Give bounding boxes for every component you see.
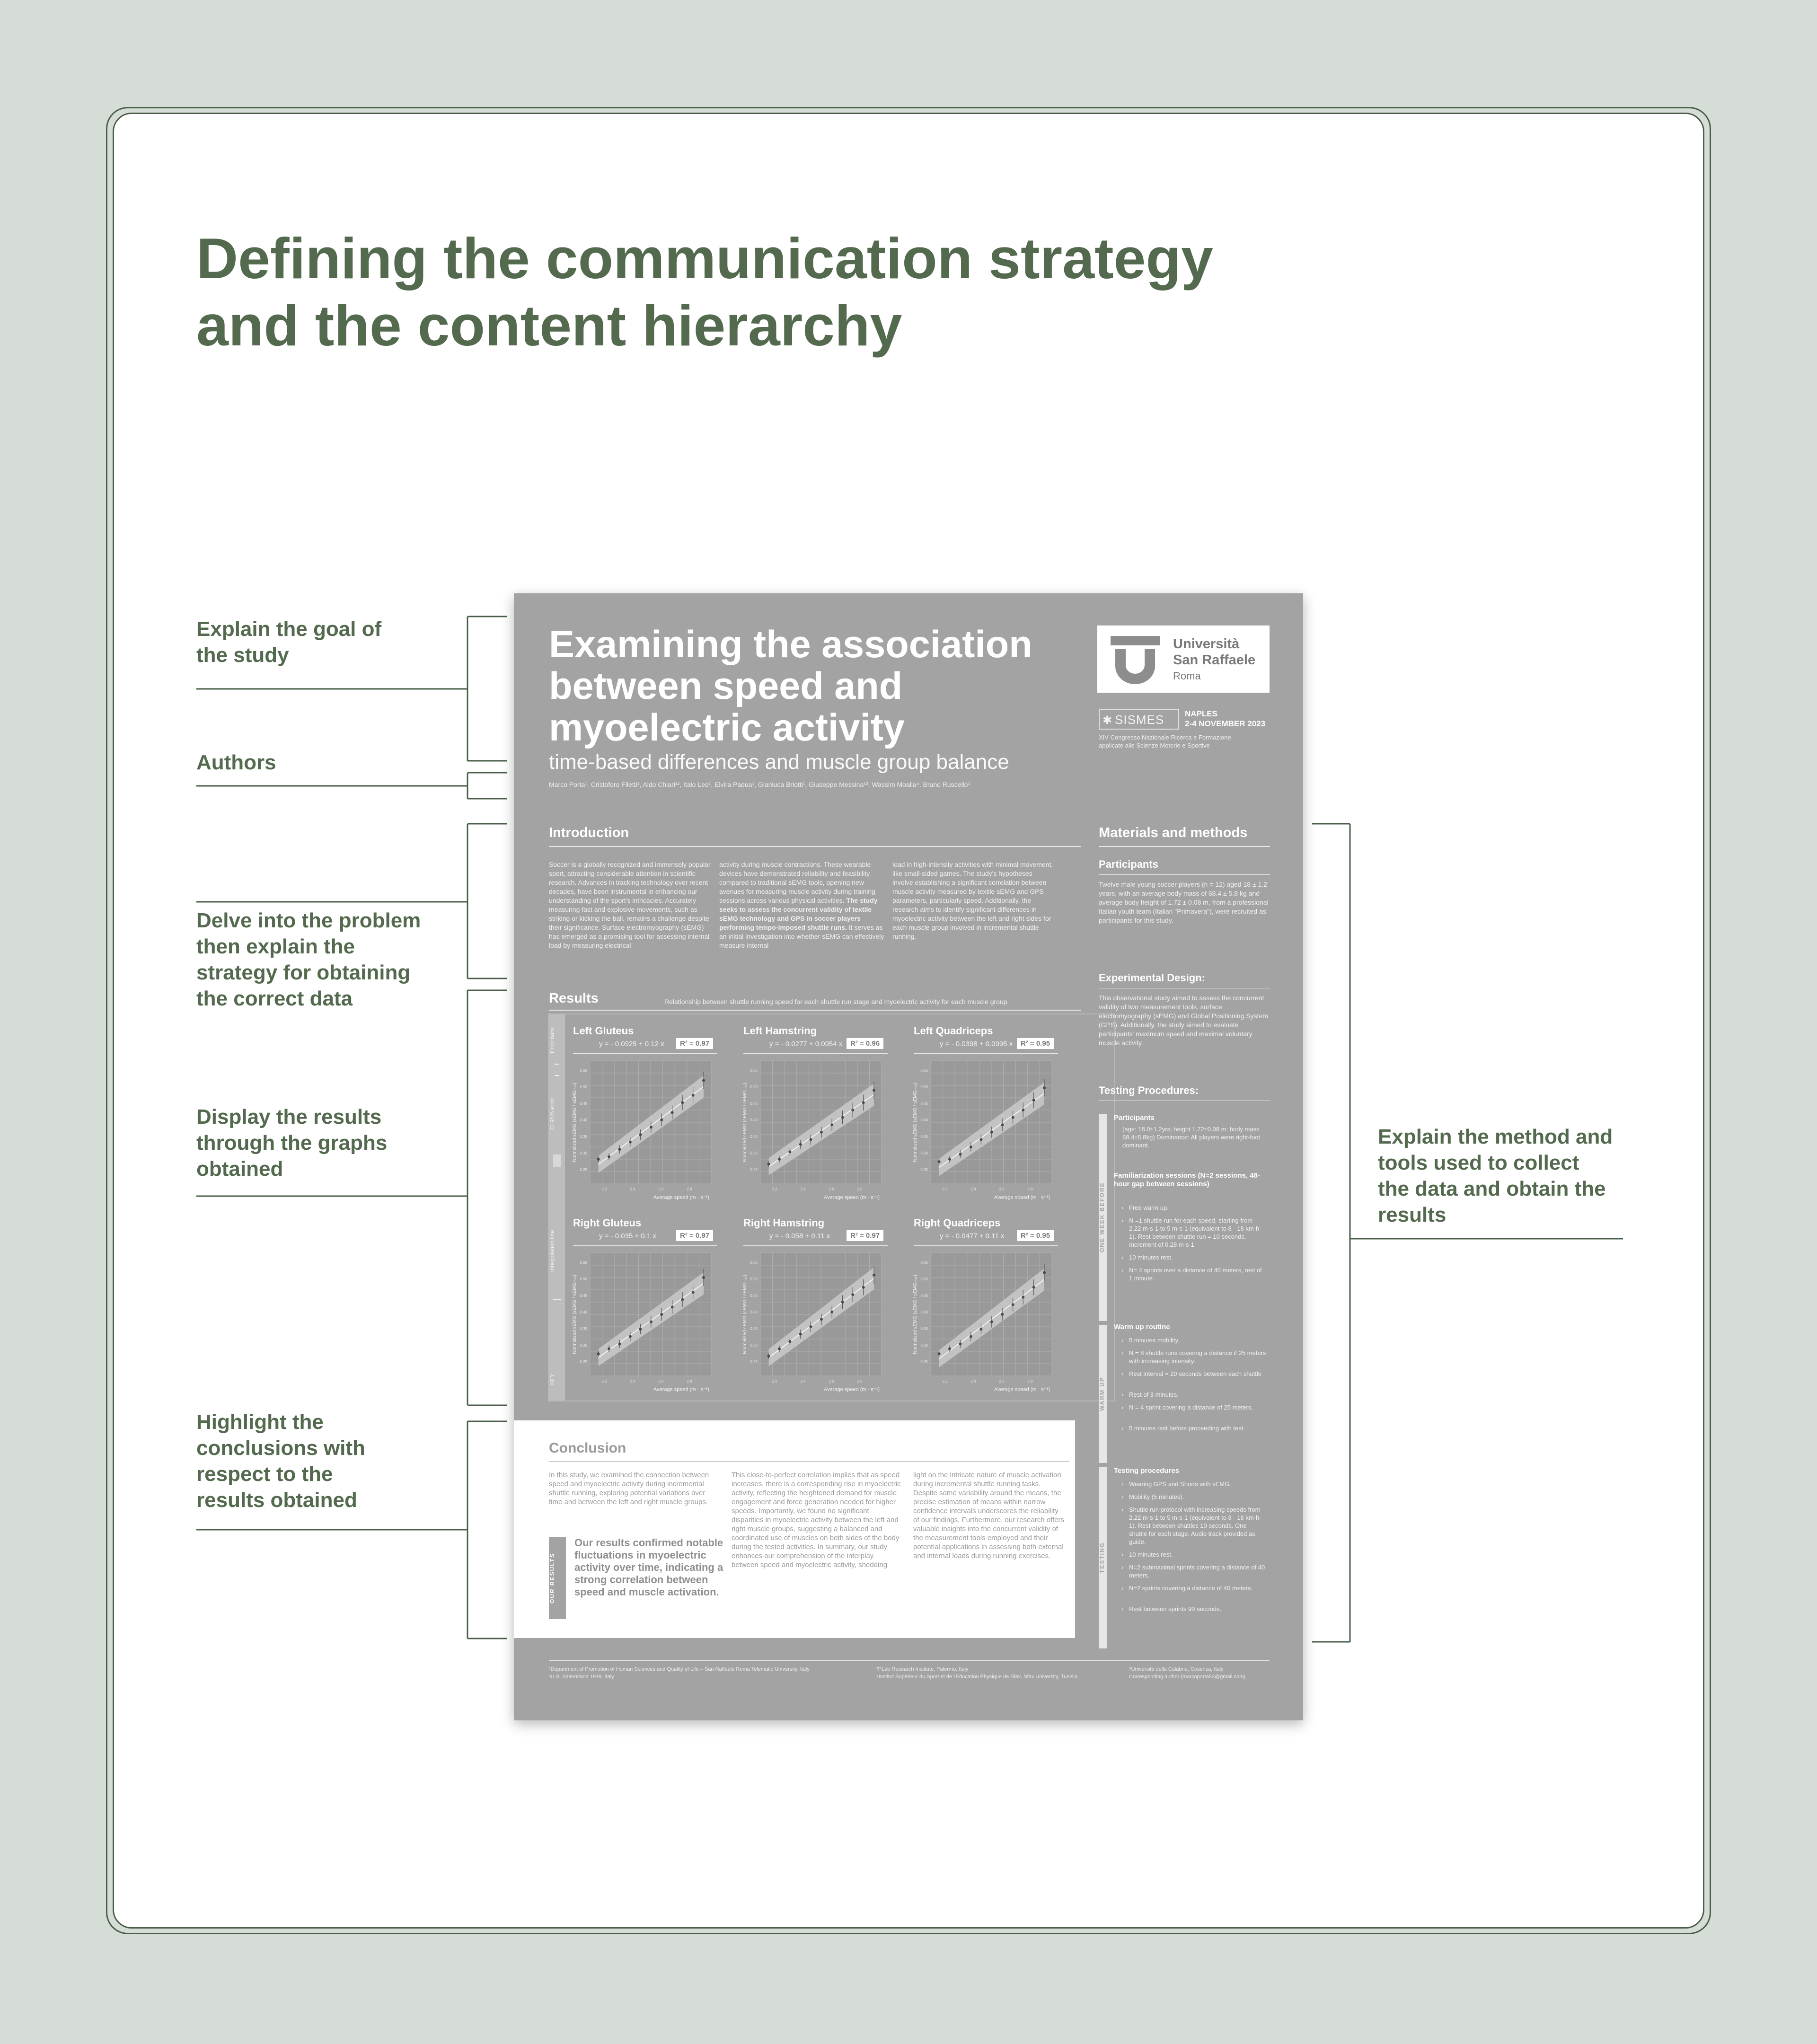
bracket-method <box>1312 824 1623 1642</box>
annotation-line: Authors <box>196 751 276 774</box>
y-tick-label: 0.30 <box>750 1343 758 1348</box>
data-point <box>959 1342 961 1345</box>
r-squared-badge: R² = 0.97 <box>676 1230 713 1241</box>
poster-subtitle: time-based differences and muscle group balance <box>549 750 1009 774</box>
procedure-item: › 5 minutes rest before proceeding with test. <box>1129 1424 1266 1432</box>
data-point <box>767 1163 770 1165</box>
congress-description <box>1099 733 1231 749</box>
key-label: Interpolation line <box>549 1230 556 1272</box>
data-point <box>639 1133 642 1136</box>
data-point <box>1012 1116 1014 1119</box>
data-point <box>681 1101 684 1104</box>
y-tick-label: 0.35 <box>750 1135 758 1139</box>
x-tick-label: 2.4 <box>800 1379 806 1383</box>
y-axis-label: Normalized sEMG (sEMG / sEMGₘₐₓ) <box>742 1083 748 1162</box>
y-tick-label: 0.35 <box>920 1327 928 1331</box>
y-tick-label: 0.25 <box>580 1168 587 1172</box>
plot-title-rule <box>914 1053 1058 1054</box>
participants-text: Twelve male young soccer players (n = 12) aged 18 ± 1.2 years, with an average body mass of 68.4 ± 5.8 kg and average body height of 1.72 ± 0.08 m, from a professional Italian youth team (Italian "Primavera"), were recruited as participants for this study. <box>1099 881 1269 924</box>
x-tick-label: 2.6 <box>829 1379 834 1383</box>
data-point <box>1022 1109 1024 1111</box>
participants-heading: Participants <box>1099 858 1158 870</box>
plot-title-rule <box>743 1245 888 1246</box>
data-point <box>990 1131 993 1134</box>
p4-heading: Testing procedures <box>1114 1467 1180 1475</box>
university-u-icon <box>1111 636 1160 685</box>
our-results-badge <box>549 1537 566 1619</box>
r-squared-badge: R² = 0.97 <box>847 1230 883 1241</box>
data-point <box>650 1321 653 1323</box>
testing-heading: Testing Procedures: <box>1099 1084 1199 1096</box>
y-axis-label: Normalized sEMG (sEMG / sEMGₘₐₓ) <box>913 1275 918 1354</box>
data-point <box>841 1301 844 1304</box>
key-label: KEY <box>549 1374 556 1385</box>
y-tick-label: 0.40 <box>750 1310 758 1314</box>
footer-col3 <box>1129 1665 1245 1681</box>
plot-title: Right Quadriceps <box>914 1217 1001 1229</box>
data-point <box>851 1293 854 1296</box>
conclusion-highlight: Our results confirmed notable fluctuations in myoelectric activity over time, indicating a strong correlation between speed and muscle activation. <box>574 1537 723 1598</box>
x-axis-label: Average speed (m · s⁻¹) <box>823 1195 880 1200</box>
y-tick-label: 0.40 <box>750 1118 758 1122</box>
annotation-line: the study <box>196 643 289 667</box>
conclusion-rule <box>549 1461 1069 1462</box>
annotation-line: the correct data <box>196 987 353 1010</box>
data-point <box>862 1101 865 1104</box>
x-axis-label: Average speed (m · s⁻¹) <box>994 1195 1050 1200</box>
bracket-results <box>196 990 507 1405</box>
data-point <box>671 1305 674 1308</box>
plot-title-rule <box>914 1245 1058 1246</box>
procedure-item: › Rest of 3 minutes. <box>1129 1391 1266 1399</box>
annotation-line: Explain the goal of <box>196 617 382 641</box>
data-point <box>681 1298 684 1301</box>
footer-col1 <box>549 1665 810 1681</box>
annotation-line: conclusions with <box>196 1436 365 1460</box>
data-point <box>1022 1296 1024 1299</box>
annotation-line: tools used to collect <box>1378 1151 1579 1174</box>
x-tick-label: 2.4 <box>970 1379 976 1383</box>
data-point <box>618 1342 621 1345</box>
x-tick-label: 2.4 <box>630 1379 635 1383</box>
design-heading: Experimental Design: <box>1099 972 1205 984</box>
x-axis-label: Average speed (m · s⁻¹) <box>823 1387 880 1392</box>
bracket-problem <box>196 824 507 978</box>
p1-text: (age: 18.0±1.2yrs; height 1.72±0.08 m; body mass 68.4±5.8kg) Dominance: All players were right-foot dominant. <box>1122 1126 1261 1149</box>
data-point <box>830 1123 833 1126</box>
data-point <box>809 1138 812 1141</box>
data-point <box>1001 1123 1004 1126</box>
annotation-line: respect to the <box>196 1463 333 1486</box>
procedure-item: › N = 8 shuttle runs covering a distance if 25 meters with increasing intensity. <box>1129 1349 1266 1365</box>
logo-line: Roma <box>1173 670 1201 682</box>
results-rule <box>549 1010 1081 1011</box>
x-tick-label: 2.8 <box>857 1379 863 1383</box>
footer-line: ⁵Università della Calabria, Cosenza, Italy <box>1129 1666 1224 1672</box>
annotation-line: Highlight the <box>196 1410 324 1434</box>
footer-line: ²U.S. Salernitana 1919, Italy <box>549 1674 614 1680</box>
bracket-authors <box>196 773 507 799</box>
annotation-line: Display the results <box>196 1105 382 1128</box>
plot-title: Right Gluteus <box>573 1217 642 1229</box>
y-tick-label: 0.25 <box>750 1360 758 1364</box>
y-tick-label: 0.40 <box>580 1118 587 1122</box>
plot-title: Left Gluteus <box>573 1025 634 1037</box>
y-tick-label: 0.50 <box>750 1277 758 1281</box>
sismes-label: SISMES <box>1115 713 1164 727</box>
data-point <box>851 1109 854 1111</box>
data-point <box>608 1155 610 1158</box>
y-tick-label: 0.50 <box>580 1085 587 1089</box>
our-results-label: OUR RESULTS <box>549 1552 556 1603</box>
r-squared-badge: R² = 0.96 <box>847 1038 883 1049</box>
x-axis-label: Average speed (m · s⁻¹) <box>994 1387 1050 1392</box>
plot-title: Right Hamstring <box>743 1217 825 1229</box>
congress-date-line: 2-4 NOVEMBER 2023 <box>1185 719 1266 728</box>
x-tick-label: 2.8 <box>1027 1379 1033 1383</box>
y-tick-label: 0.25 <box>750 1168 758 1172</box>
data-point <box>629 1141 632 1144</box>
annotation-line: through the graphs <box>196 1131 388 1154</box>
y-tick-label: 0.55 <box>920 1260 928 1265</box>
x-tick-label: 2.8 <box>687 1379 692 1383</box>
conclusion-heading: Conclusion <box>549 1440 626 1456</box>
procedure-item: › 10 minutes rest. <box>1129 1253 1266 1261</box>
y-tick-label: 0.55 <box>580 1260 587 1265</box>
data-point <box>597 1352 600 1355</box>
y-tick-label: 0.30 <box>580 1343 587 1348</box>
congress-date-line: NAPLES <box>1185 709 1217 718</box>
procedure-item: › Wearing GPS and Shorts with sEMG. <box>1129 1480 1266 1488</box>
x-tick-label: 2.8 <box>687 1187 692 1191</box>
conclusion-col3: light on the intricate nature of muscle activation during incremental shuttle running tasks. Despite some variability around the means, the precise estimation of means within narrow confidence intervals underscores the reliability of our findings. Furthermore, our research offers valuable insights into the concurrent validity of the measurement tools employed and their potential applications in assessing both external and internal loads during running exercises. <box>913 1471 1065 1560</box>
footer-line: ¹Department of Promotion of Human Sciences and Quality of Life – San Raffaele Roma Telematic University, Italy <box>549 1666 810 1672</box>
plot-title: Left Quadriceps <box>914 1025 993 1037</box>
data-point <box>702 1079 705 1082</box>
footer-rule <box>549 1660 1270 1661</box>
y-axis-label: Normalized sEMG (sEMG / sEMGₘₐₓ) <box>572 1083 577 1162</box>
y-tick-label: 0.40 <box>920 1118 928 1122</box>
procedure-item: › N=2 submaximal sprints covering a distance of 40 meters. <box>1129 1563 1266 1579</box>
footer-line: ³PLab Research Institute, Palermo, Italy <box>876 1666 969 1672</box>
key-label: Error bars <box>549 1028 556 1053</box>
data-point <box>873 1089 875 1092</box>
data-point <box>990 1321 993 1323</box>
y-axis-label: Normalized sEMG (sEMG / sEMGₘₐₓ) <box>913 1083 918 1162</box>
sismes-logo <box>1099 709 1179 730</box>
annotation-line: results <box>1378 1203 1447 1226</box>
procedure-item: › Rest between sprints 90 seconds. <box>1129 1605 1266 1613</box>
r-squared-badge: R² = 0.97 <box>676 1038 713 1049</box>
error-bar-swatch <box>555 1064 559 1076</box>
p2-heading: Familiarization sessions (N=2 sessions, 48-hour gap between sessions) <box>1114 1172 1260 1188</box>
data-point <box>841 1116 844 1119</box>
data-point <box>820 1318 823 1321</box>
methods-rule <box>1099 846 1270 847</box>
x-tick-label: 2.2 <box>772 1379 777 1383</box>
logo-line: San Raffaele <box>1173 652 1256 668</box>
x-tick-label: 2.2 <box>942 1379 948 1383</box>
conclusion-col1: In this study, we examined the connection between speed and myoelectric activity during incremental shuttle running, exploring potential variations over time and between the left and right muscle groups. <box>549 1471 709 1506</box>
data-point <box>938 1352 941 1355</box>
data-point <box>1043 1271 1046 1274</box>
university-logo <box>1097 626 1270 693</box>
annotation-line: Delve into the problem <box>196 909 421 932</box>
data-point <box>650 1126 653 1128</box>
poster-title-line: myoelectric activity <box>549 706 905 749</box>
y-tick-label: 0.25 <box>920 1360 928 1364</box>
y-tick-label: 0.50 <box>580 1277 587 1281</box>
x-tick-label: 2.2 <box>942 1187 948 1191</box>
y-tick-label: 0.45 <box>580 1101 587 1106</box>
y-tick-label: 0.45 <box>580 1294 587 1298</box>
poster-authors: Marco Porta¹, Cristoforo Filetti¹, Aldo Chiari¹², Italo Leo¹, Elvira Padua¹, Gianluca Briotti¹, Giuseppe Messina¹³, Wassim Moalla⁴, Bruno Ruscello¹ <box>549 781 970 788</box>
plot-right-hamstring <box>740 1248 891 1400</box>
x-tick-label: 2.4 <box>970 1187 976 1191</box>
data-point <box>767 1355 770 1357</box>
y-tick-label: 0.40 <box>920 1310 928 1314</box>
y-tick-label: 0.45 <box>750 1101 758 1106</box>
procedure-item: › N = 4 sprint covering a distance of 25 meters. <box>1129 1403 1266 1411</box>
star-icon: ✱ <box>1103 714 1112 727</box>
y-tick-label: 0.55 <box>750 1068 758 1073</box>
p1-heading: Participants <box>1114 1114 1155 1122</box>
x-tick-label: 2.4 <box>630 1187 635 1191</box>
data-point <box>959 1153 961 1156</box>
annotation-line: strategy for obtaining <box>196 961 411 984</box>
plot-title-rule <box>573 1053 717 1054</box>
procedure-item: › 5 minutes mobility. <box>1129 1336 1266 1344</box>
regression-equation: y = - 0.0277 + 0.0954 x <box>769 1040 843 1048</box>
conclusion-box <box>514 1420 1075 1638</box>
data-point <box>618 1148 621 1151</box>
data-point <box>830 1311 833 1313</box>
data-point <box>970 1335 972 1338</box>
intro-heading: Introduction <box>549 825 629 840</box>
data-point <box>979 1138 982 1141</box>
plot-right-gluteus <box>569 1248 721 1400</box>
design-text: This observational study aimed to assess the concurrent validity of two measurement tools, surface electromyography (sEMG) and Global Positioning System (GPS). Additionally, the study aimed to evaluate participants' maximum speed and maximal voluntary muscle activity. <box>1099 994 1268 1047</box>
page-title-line: Defining the communication strategy <box>196 226 1213 291</box>
data-point <box>1043 1086 1046 1089</box>
y-tick-label: 0.30 <box>920 1151 928 1155</box>
y-tick-label: 0.45 <box>750 1294 758 1298</box>
intro-col2-text: It serves as an initial investigation into whether sEMG can effectively measure internal <box>719 924 884 949</box>
data-point <box>862 1286 865 1289</box>
regression-equation: y = - 0.035 + 0.1 x <box>599 1232 656 1240</box>
x-tick-label: 2.6 <box>999 1187 1005 1191</box>
poster <box>514 593 1303 1720</box>
r-squared-badge: R² = 0.95 <box>1017 1230 1054 1241</box>
data-point <box>788 1150 791 1153</box>
y-tick-label: 0.50 <box>920 1085 928 1089</box>
data-point <box>873 1274 875 1277</box>
regression-equation: y = - 0.058 + 0.11 x <box>769 1232 830 1240</box>
plot-left-quadriceps <box>910 1056 1061 1207</box>
regression-equation: y = - 0.0398 + 0.0995 x <box>940 1040 1013 1048</box>
phase-label: TESTING <box>1099 1542 1105 1574</box>
y-tick-label: 0.50 <box>920 1277 928 1281</box>
y-tick-label: 0.50 <box>750 1085 758 1089</box>
intro-rule <box>549 846 1081 847</box>
data-point <box>692 1291 695 1294</box>
x-tick-label: 2.8 <box>1027 1187 1033 1191</box>
y-tick-label: 0.35 <box>750 1327 758 1331</box>
data-point <box>1032 1286 1035 1289</box>
y-tick-label: 0.40 <box>580 1310 587 1314</box>
data-point <box>970 1145 972 1148</box>
data-point <box>778 1348 781 1350</box>
x-tick-label: 2.8 <box>857 1187 863 1191</box>
y-tick-label: 0.55 <box>920 1068 928 1073</box>
plot-title-rule <box>743 1053 888 1054</box>
footer-line: Corresponding author (marcoporta83@gmail.com) <box>1129 1674 1245 1680</box>
data-point <box>820 1131 823 1134</box>
y-tick-label: 0.30 <box>920 1343 928 1348</box>
phase-label: ONE WEEK BEFORE <box>1099 1182 1105 1253</box>
participants-rule <box>1099 874 1270 875</box>
procedure-item: › N=2 sprints covering a distance of 40 meters. <box>1129 1584 1266 1592</box>
y-tick-label: 0.35 <box>580 1135 587 1139</box>
intro-col2-emphasis: The study seeks to assess the concurrent validity of textile sEMG technology and GPS in soccer players performing tempo-imposed shuttle runs. <box>719 897 878 931</box>
data-point <box>629 1335 632 1338</box>
congress-desc-line: XIV Congresso Nazionale Ricerca e Formazione <box>1099 734 1231 741</box>
procedure-item: › N =1 shuttle run for each speed, starting from 2.22 m·s-1 to 5 m·s-1 (equivalent to 8 - 18 km·h-1). Rest between shuttle run = 10 seconds. Increment of 0.28 m·s-1 <box>1129 1216 1266 1249</box>
x-tick-label: 2.2 <box>601 1379 607 1383</box>
r-squared-badge: R² = 0.95 <box>1017 1038 1054 1049</box>
data-point <box>948 1158 951 1161</box>
x-axis-label: Average speed (m · s⁻¹) <box>653 1195 709 1200</box>
intro-col3: load in high-intensity activities with minimal movement, like small-sided games. The study's hypotheses involve establishing a significant correlation between muscle activity measured by textile sEMG and GPS parameters, particularly speed. Additionally, the research aims to identify significant differences in myoelectric activity between the left and right sides for each muscle group involved in incremental shuttle running. <box>892 861 1053 940</box>
procedure-item: › 10 minutes rest. <box>1129 1551 1266 1559</box>
phase-label: WARM UP <box>1099 1377 1105 1411</box>
bracket-conclusions <box>196 1421 507 1639</box>
y-tick-label: 0.35 <box>580 1327 587 1331</box>
x-tick-label: 2.6 <box>999 1379 1005 1383</box>
annotation-line: Explain the method and <box>1378 1125 1613 1148</box>
data-point <box>778 1158 781 1161</box>
conclusion-col2: This close-to-perfect correlation implies that as speed increases, there is a corresponding rise in myoelectric activity, reflecting the heightened demand for muscle engagement and force generation needed for higher speeds. Importantly, we found no significant disparities in myoelectric activity between the left and right muscle groups, suggesting a balanced and coordinated use of muscles on both sides of the body during the tested activities. In summary, our study enhances our comprehension of the interplay between speed and myoelectric activity, shedding <box>732 1471 901 1569</box>
results-heading: Results <box>549 991 599 1006</box>
x-tick-label: 2.6 <box>658 1379 664 1383</box>
y-tick-label: 0.30 <box>750 1151 758 1155</box>
x-tick-label: 2.4 <box>800 1187 806 1191</box>
x-tick-label: 2.6 <box>658 1187 664 1191</box>
data-point <box>799 1333 802 1336</box>
intro-col2 <box>719 860 888 950</box>
annotation-line: the data and obtain the <box>1378 1177 1606 1200</box>
key-label: CI 95% error <box>549 1097 556 1130</box>
data-point <box>597 1158 600 1161</box>
procedure-item: › Shuttle run protocol with increasing speeds from 2.22 m·s-1 to 5 m·s-1 (equivalent to 8 - 18 km·h-1). Rest between shuttles 10 seconds. One shuttle for each stage. Audio track provided as guide. <box>1129 1506 1266 1546</box>
x-tick-label: 2.6 <box>829 1187 834 1191</box>
chart-key-strip <box>549 1014 565 1401</box>
intro-col1: Soccer is a globally recognized and immensely popular sport, attracting considerable attention in scientific research. Advances in tracking technology over recent decades, have been instrumental in enhancing our understanding of the sport's intricacies. Accurately measuring fast and explosive movements, such as striking or kicking the ball, remains a challenge despite their significance. Surface electromyography (sEMG) has emerged as a promising tool for assessing internal load by measuring electrical <box>549 861 711 949</box>
procedure-item: › Rest interval = 20 seconds between each shuttle <box>1129 1370 1266 1378</box>
results-caption: Relationship between shuttle running speed for each shuttle run stage and myoelectric activity for each muscle group. <box>664 998 1009 1005</box>
x-tick-label: 2.2 <box>772 1187 777 1191</box>
y-tick-label: 0.30 <box>580 1151 587 1155</box>
data-point <box>979 1328 982 1330</box>
data-point <box>608 1348 610 1350</box>
logo-line: Università <box>1173 636 1240 652</box>
y-tick-label: 0.25 <box>920 1168 928 1172</box>
p3-heading: Warm up routine <box>1114 1323 1170 1331</box>
y-axis-label: Normalized sEMG (sEMG / sEMGₘₐₓ) <box>572 1275 577 1354</box>
plot-title-rule <box>573 1245 717 1246</box>
ci-swatch <box>553 1154 561 1167</box>
data-point <box>1001 1313 1004 1316</box>
x-axis-label: Average speed (m · s⁻¹) <box>653 1387 709 1392</box>
data-point <box>639 1328 642 1330</box>
y-tick-label: 0.35 <box>920 1135 928 1139</box>
data-point <box>948 1348 951 1350</box>
data-point <box>692 1094 695 1097</box>
poster-title-line: Examining the association <box>549 623 1032 666</box>
y-tick-label: 0.55 <box>580 1068 587 1073</box>
annotation-line: results obtained <box>196 1489 357 1512</box>
y-tick-label: 0.45 <box>920 1101 928 1106</box>
plot-title: Left Hamstring <box>743 1025 817 1037</box>
page-title-line: and the content hierarchy <box>196 293 902 358</box>
procedure-item: › N= 4 sprints over a distance of 40 meters, rest of 1 minute. <box>1129 1266 1266 1282</box>
plot-left-hamstring <box>740 1056 891 1207</box>
congress-desc-line: applicate alle Scienze Motorie e Sportive <box>1099 742 1210 749</box>
regression-equation: y = - 0.0477 + 0.11 x <box>940 1232 1005 1240</box>
data-point <box>1032 1099 1035 1101</box>
data-point <box>660 1313 663 1316</box>
data-point <box>809 1325 812 1328</box>
congress-date <box>1185 709 1265 729</box>
data-point <box>799 1143 802 1146</box>
y-tick-label: 0.25 <box>580 1360 587 1364</box>
bracket-goal <box>196 617 507 761</box>
data-point <box>702 1276 705 1279</box>
footer-col2 <box>876 1665 1077 1681</box>
data-point <box>938 1160 941 1163</box>
regression-equation: y = - 0.0925 + 0.12 x <box>599 1040 664 1048</box>
plot-right-quadriceps <box>910 1248 1061 1400</box>
data-point <box>660 1119 663 1121</box>
data-point <box>671 1111 674 1114</box>
data-point <box>1012 1303 1014 1306</box>
y-tick-label: 0.55 <box>750 1260 758 1265</box>
y-axis-label: Normalized sEMG (sEMG / sEMGₘₐₓ) <box>742 1275 748 1354</box>
poster-title-line: between speed and <box>549 665 903 707</box>
data-point <box>788 1340 791 1343</box>
annotation-line: then explain the <box>196 935 355 958</box>
x-tick-label: 2.2 <box>601 1187 607 1191</box>
footer-line: ⁴Institut Supérieur du Sport et de l'Education Physique de Sfax, Sfax University, Tunisia <box>876 1674 1077 1680</box>
annotation-line: obtained <box>196 1157 283 1181</box>
interpolation-line-swatch <box>553 1299 561 1300</box>
methods-heading: Materials and methods <box>1099 825 1248 840</box>
procedure-item: › Mobility (5 minutes). <box>1129 1493 1266 1501</box>
plot-left-gluteus <box>569 1056 721 1207</box>
intro-col2-text: activity during muscle contractions. These wearable devices have demonstrated reliability and feasibility compared to traditional sEMG tools, opening new avenues for measuring muscle activity during training sessions across various physical activities. <box>719 861 875 904</box>
procedure-item: › Free warm up. <box>1129 1204 1266 1212</box>
poster-title <box>549 624 1069 749</box>
y-tick-label: 0.45 <box>920 1294 928 1298</box>
